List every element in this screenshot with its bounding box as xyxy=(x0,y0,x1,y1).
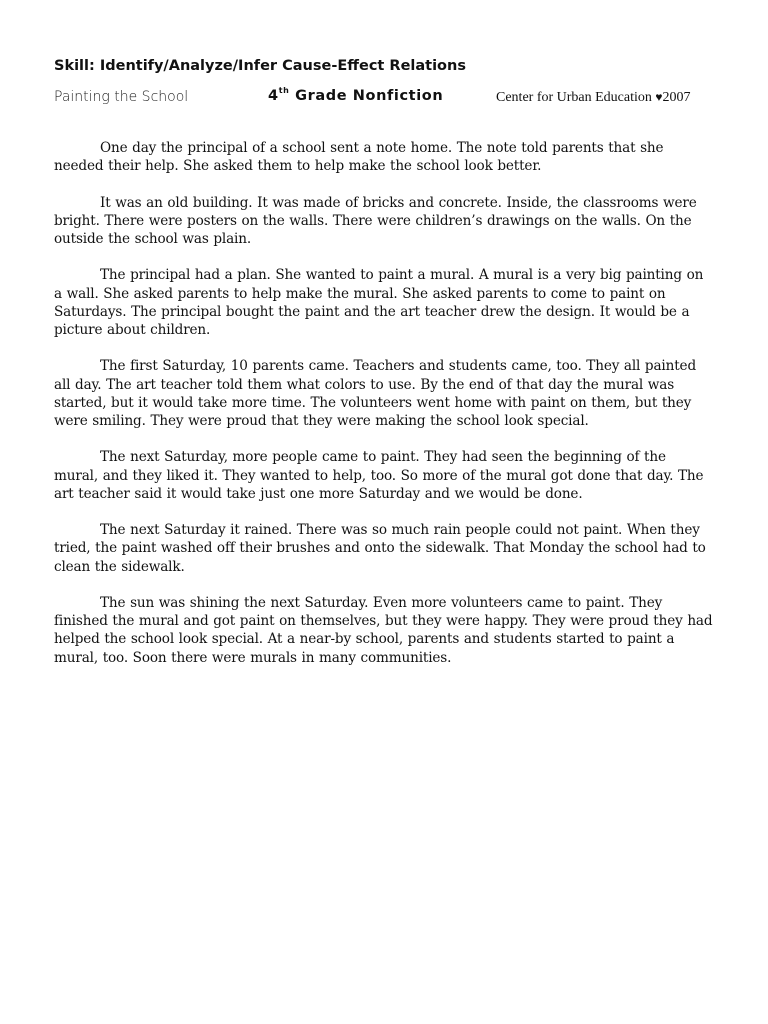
grade-suffix: th xyxy=(278,86,290,95)
story-title: Painting the School xyxy=(54,89,189,105)
source-year: 2007 xyxy=(662,90,691,105)
paragraph-4: The first Saturday, 10 parents came. Teachers and students came, too. They all painted all day. The art teacher told them what colors to use. By the end of that day the mural was started, but it would take more time. The volunteers went home with paint on them, but they were smiling. They were proud that they were making the school look special. xyxy=(54,358,696,429)
heart-icon: ♥ xyxy=(655,90,663,104)
paragraph-7: The sun was shining the next Saturday. Even more volunteers came to paint. They finished the mural and got paint on themselves, but they were happy. They were proud they had helped the school look special. At a near-by school, parents and students started to paint a mural, too. Soon there were murals in many communities. xyxy=(54,594,713,666)
source-credit xyxy=(496,90,691,106)
story-body xyxy=(54,139,714,685)
source-name: Center for Urban Education xyxy=(496,90,652,105)
paragraph-3: The principal had a plan. She wanted to paint a mural. A mural is a very big painting on a wall. She asked parents to help make the mural. She asked parents to come to paint on Saturdays. The principal bought the paint and the art teacher drew the design. It would be a picture about children. xyxy=(54,267,704,338)
skill-heading: Skill: Identify/Analyze/Infer Cause-Effect Relations xyxy=(54,58,466,74)
grade-text: Grade Nonfiction xyxy=(289,88,444,104)
paragraph-2: It was an old building. It was made of bricks and concrete. Inside, the classrooms were bright. There were posters on the walls. There were children’s drawings on the walls. On the outside the school was plain. xyxy=(54,194,697,247)
paragraph-1: One day the principal of a school sent a note home. The note told parents that she needed their help. She asked them to help make the school look better. xyxy=(54,140,664,175)
grade-label xyxy=(268,88,443,104)
subheader-row xyxy=(54,88,714,108)
paragraph-6: The next Saturday it rained. There was so much rain people could not paint. When they tried, the paint washed off their brushes and onto the sidewalk. That Monday the school had to clean the sidewalk. xyxy=(54,522,706,575)
grade-number: 4 xyxy=(268,88,279,104)
paragraph-5: The next Saturday, more people came to paint. They had seen the beginning of the mural, and they liked it. They wanted to help, too. So more of the mural got done that day. The art teacher said it would take just one more Saturday and we would be done. xyxy=(54,449,704,502)
